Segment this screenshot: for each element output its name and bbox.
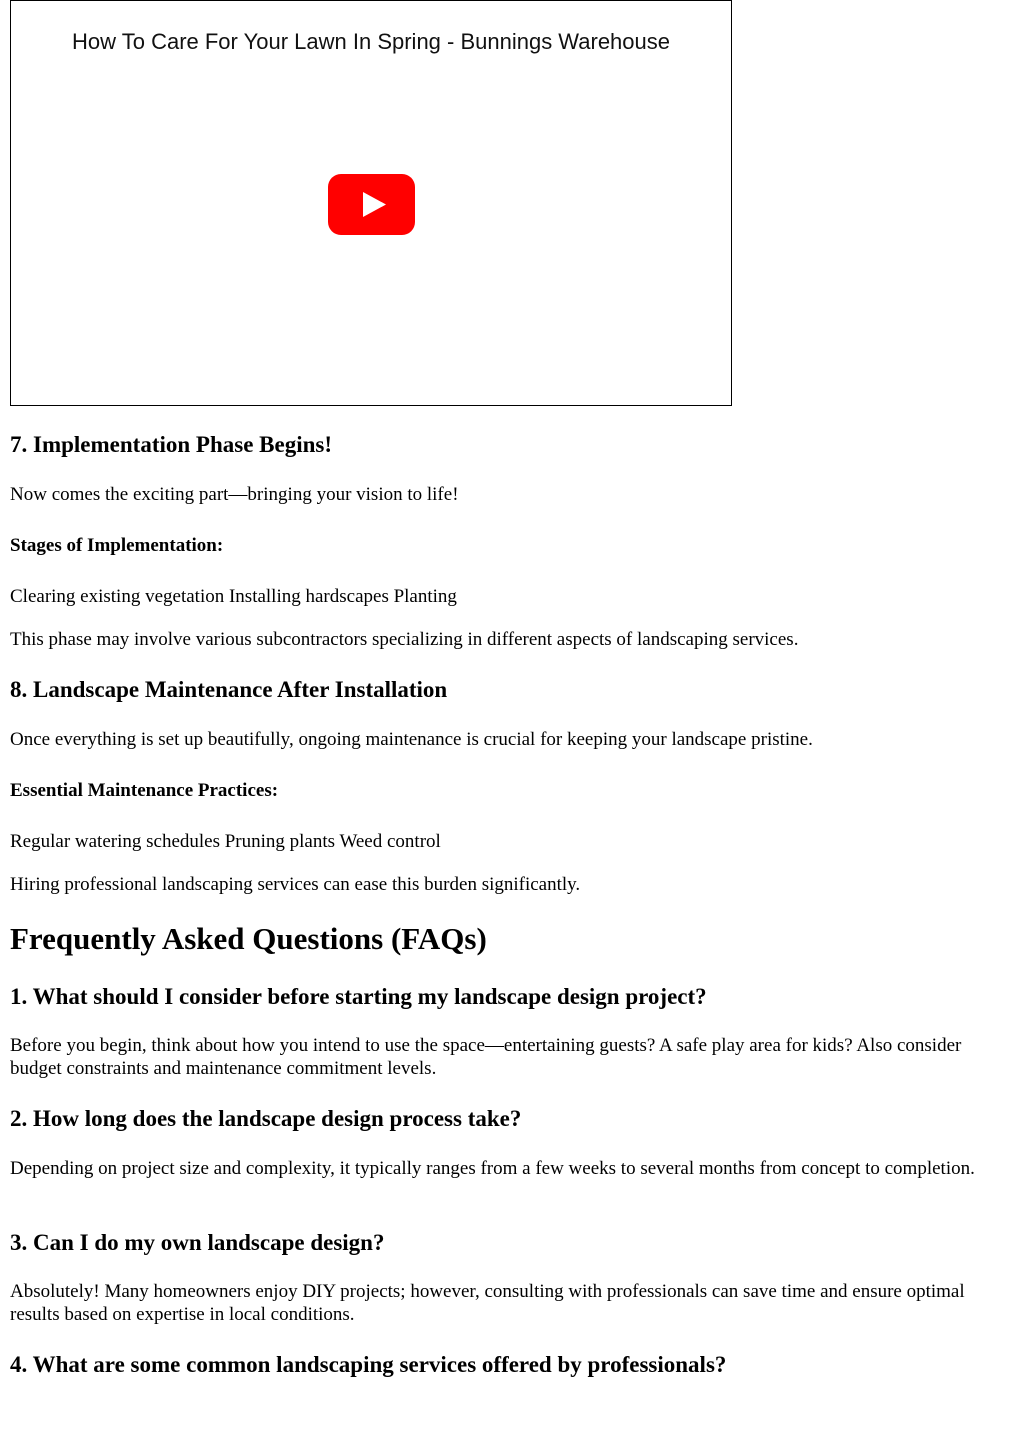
section-note-implementation: This phase may involve various subcontractors specializing in different aspects of landscaping services. (10, 629, 799, 650)
list-stages: Clearing existing vegetation Installing hardscapes Planting (10, 586, 457, 607)
subheading-stages: Stages of Implementation: (10, 535, 224, 556)
faq-heading: Frequently Asked Questions (FAQs) (10, 921, 487, 956)
list-practices: Regular watering schedules Pruning plants Weed control (10, 831, 441, 852)
faq-question: 3. Can I do my own landscape design? (10, 1230, 385, 1255)
faq-answer: Before you begin, think about how you intend to use the space—entertaining guests? A safe play area for kids? Also consider budget constraints and maintenance commitment levels. (10, 1035, 962, 1079)
section-heading-maintenance: 8. Landscape Maintenance After Installation (10, 677, 448, 702)
faq-answer: Depending on project size and complexity, it typically ranges from a few weeks to several months from concept to completion. (10, 1158, 975, 1179)
faq-question: 2. How long does the landscape design process take? (10, 1106, 522, 1131)
video-embed[interactable] (10, 0, 732, 406)
section-intro-maintenance: Once everything is set up beautifully, ongoing maintenance is crucial for keeping your landscape pristine. (10, 729, 813, 750)
faq-answer: Absolutely! Many homeowners enjoy DIY projects; however, consulting with professionals can save time and ensure optimal results based on expertise in local conditions. (10, 1281, 965, 1325)
faq-question: 4. What are some common landscaping services offered by professionals? (10, 1352, 727, 1377)
subheading-practices: Essential Maintenance Practices: (10, 780, 279, 801)
section-heading-implementation: 7. Implementation Phase Begins! (10, 432, 332, 457)
section-note-maintenance: Hiring professional landscaping services can ease this burden significantly. (10, 874, 581, 895)
youtube-play-icon[interactable] (328, 174, 415, 235)
faq-question: 1. What should I consider before starting my landscape design project? (10, 984, 707, 1009)
video-title[interactable]: How To Care For Your Lawn In Spring - Bunnings Warehouse (72, 29, 670, 54)
section-intro-implementation: Now comes the exciting part—bringing your vision to life! (10, 484, 459, 505)
